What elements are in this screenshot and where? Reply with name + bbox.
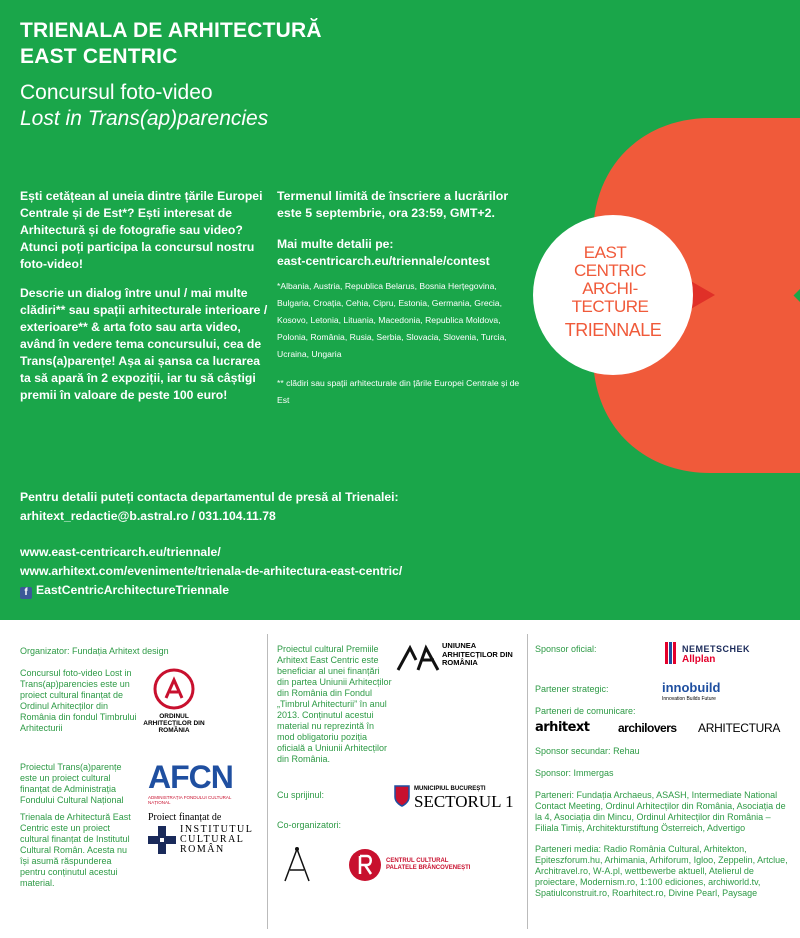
press-contact <box>20 488 399 526</box>
subtitle-line-2: Lost in Trans(ap)parencies <box>20 107 269 130</box>
palace-name-line-1: CENTRUL CULTURAL <box>386 858 449 864</box>
buildings-note: ** clădiri sau spații arhitecturale din țările Europei Centrale și de Est <box>277 378 520 405</box>
logo-text-triennale: TRIENNALE <box>564 320 662 340</box>
links-block <box>20 543 402 600</box>
footer-divider-1 <box>267 634 268 929</box>
icr-name-line-1: INSTITUTUL <box>180 824 254 835</box>
details-label: Mai multe detalii pe: <box>277 237 394 251</box>
logo-text-tecture: TECTURE <box>571 297 649 316</box>
innobuild-logo: innobuild <box>662 680 721 695</box>
logo-text-east: EAST <box>583 243 627 262</box>
link-arhitext[interactable]: www.arhitext.com/evenimente/trienala-de-arhitectura-east-centric/ <box>20 564 403 578</box>
icr-funding-text: Trienala de Arhitectură East Centric este un proiect cultural finanțat de Institutul Cultural Român. Acesta nu își asumă răspunderea pentru conținutul acestui material. <box>20 812 131 888</box>
sector1-top: MUNICIPIUL BUCUREȘTI <box>414 786 486 792</box>
secondary-sponsor-name: Rehau <box>613 746 640 756</box>
support-label: Cu sprijinul: <box>277 790 325 800</box>
allplan-name: Allplan <box>682 654 716 665</box>
secondary-sponsor-label: Sponsor secundar: <box>535 746 611 756</box>
countries-note: *Albania, Austria, Republica Belarus, Bosnia Herțegovina, Bulgaria, Croația, Cehia, Cipru, Estonia, Germania, Grecia, Kosovo, Letonia, Lituania, Macedonia, Republica Moldova, Polonia, România, Rusia, Serbia, Slovacia, Slovenia, Turcia, Ucraina, Ungaria <box>277 281 507 359</box>
coorg-label: Co-organizatori: <box>277 820 342 830</box>
facebook-page-name: EastCentricArchitectureTriennale <box>36 583 230 597</box>
palace-logo-icon <box>348 848 382 882</box>
intro-paragraph-2: Descrie un dialog între unul / mai multe clădiri** sau spații arhitecturale interioare / exterioare** & arta foto sau arta video, având în vedere tema concursului, cea de Trans(a)parențe! Așa ai șansa ca lucrarea ta să apară în 2 expoziții, iar tu să câștigi premii în valoare de peste 100 euro! <box>20 286 268 402</box>
title-line-2: EAST CENTRIC <box>20 45 178 68</box>
transp-funding-text: Proiectul Trans(a)parențe este un proiect cultural finanțat de Administrația Fondului Cultural Național <box>20 762 124 805</box>
arhitectura-logo: ARHITECTURA <box>698 721 781 735</box>
uar-logo-icon <box>396 644 440 672</box>
nemetschek-name: NEMETSCHEK <box>682 644 751 654</box>
icr-name-line-2: CULTURAL <box>180 834 245 845</box>
media-partners-names: Radio România Cultural, Arhitekton, Epiteszforum.hu, Arhimania, Arhiforum, Igloo, Zeppelin, Artclue, Architravel.ro, W-A.pl, wettbewerbe aktuell, Atelierul de proiectare, Modernism.ro, 1:100 ediciones, archiworld.tv, Spatiulconstruit.ro, Roarhitect.ro, Divine Pearl, Paysage <box>535 844 788 898</box>
uar-name <box>442 642 513 668</box>
coorg-a-logo-icon <box>282 846 312 884</box>
uar-name-line-1: UNIUNEA <box>442 641 477 650</box>
deadline-text: Termenul limită de înscriere a lucrărilor este 5 septembrie, ora 23:59, GMT+2. <box>277 189 509 220</box>
uar-name-line-2: ARHITECȚILOR DIN <box>442 649 513 659</box>
innobuild-tagline: Innovation Builds Future <box>662 696 716 702</box>
sponsor-name: Immergas <box>573 768 614 778</box>
link-facebook[interactable] <box>20 581 402 600</box>
triennale-logo <box>525 118 800 473</box>
link-triennale[interactable]: www.east-centricarch.eu/triennale/ <box>20 545 221 559</box>
organizer-text: Organizator: Fundația Arhitext design <box>20 646 169 656</box>
partners-names: Fundația Archaeus, ASASH, Intermediate National Contact Meeting, Ordinul Arhitecților din România, Asociația de la 4, Asociația din Mincu, Ordinul Arhitecților din România – Filiala Timiș, Architekturstiftung Österreich, Advertigo <box>535 790 786 833</box>
sector1-crest-icon <box>394 785 410 807</box>
comm-partners-label: Parteneri de comunicare: <box>535 706 636 716</box>
sector1-name: SECTORUL 1 <box>414 792 514 811</box>
intro-column <box>20 188 270 416</box>
footer-divider-2 <box>527 634 528 929</box>
subtitle <box>20 80 268 132</box>
intro-paragraph-1: Ești cetățean al uneia dintre țările Europei Centrale și de Est*? Ești interesat de Arhitectură și de fotografie sau video? Atunci poți participa la concursul nostru foto-video! <box>20 189 263 271</box>
page-title <box>20 18 322 70</box>
logo-text-archi: ARCHI- <box>582 279 638 298</box>
palace-name-line-2: PALATELE BRÂNCOVENEȘTI <box>386 865 471 871</box>
uar-name-line-3: ROMÂNIA <box>442 658 478 667</box>
partners-label: Parteneri: <box>535 790 575 800</box>
secondary-sponsor <box>535 746 640 757</box>
partners-list <box>535 790 793 834</box>
sponsor-label: Sponsor: <box>535 768 572 778</box>
archilovers-logo: archilovers <box>618 721 677 735</box>
press-contact-label: Pentru detalii puteți contacta departamentul de presă al Trienalei: <box>20 490 399 504</box>
nemetschek-bars-icon <box>665 642 679 664</box>
footer <box>0 620 800 938</box>
uar-project-text: Proiectul cultural Premiile Arhitext East Centric este beneficiar al unei finanțări din partea Uniunii Arhitecților din România din Fondul „Timbrul Arhitecturii” în anul 2013. Conținutul acestui material nu reprezintă în mod obligatoriu poziția oficială a Uniunii Arhitecților din România. <box>277 644 392 764</box>
icr-label: Proiect finanțat de <box>148 812 222 823</box>
icr-name <box>180 825 253 855</box>
sponsor-official-label: Sponsor oficial: <box>535 644 597 654</box>
arhitext-logo: arhitext <box>535 720 590 735</box>
logo-text-centric: CENTRIC <box>573 261 647 280</box>
oar-name: ORDINUL ARHITECȚILOR DIN ROMÂNIA <box>143 713 205 734</box>
icr-name-line-3: ROMÂN <box>180 844 225 855</box>
oar-logo-icon <box>150 668 198 710</box>
partner-strategic-label: Partener strategic: <box>535 684 609 694</box>
title-line-1: TRIENALA DE ARHITECTURĂ <box>20 19 322 42</box>
facebook-icon: f <box>20 587 32 599</box>
contest-funding-text: Concursul foto-video Lost in Trans(ap)parencies este un proiect cultural finanțat de Ordinul Arhitecților din România din fondul Timbrului Arhitecturii <box>20 668 137 733</box>
subtitle-line-1: Concursul foto-video <box>20 81 213 104</box>
media-partners-list <box>535 844 793 899</box>
media-partners-label: Parteneri media: <box>535 844 602 854</box>
press-contact-email[interactable]: arhitext_redactie@b.astral.ro / 031.104.11.78 <box>20 509 276 523</box>
info-column <box>277 188 527 409</box>
icr-cross-icon <box>148 826 176 854</box>
afcn-subtitle: ADMINISTRAȚIA FONDULUI CULTURAL NAȚIONAL <box>148 795 232 805</box>
details-link[interactable]: east-centricarch.eu/triennale/contest <box>277 254 490 268</box>
sponsor <box>535 768 614 779</box>
palace-name <box>386 858 470 872</box>
afcn-logo: AFCN <box>148 759 233 795</box>
